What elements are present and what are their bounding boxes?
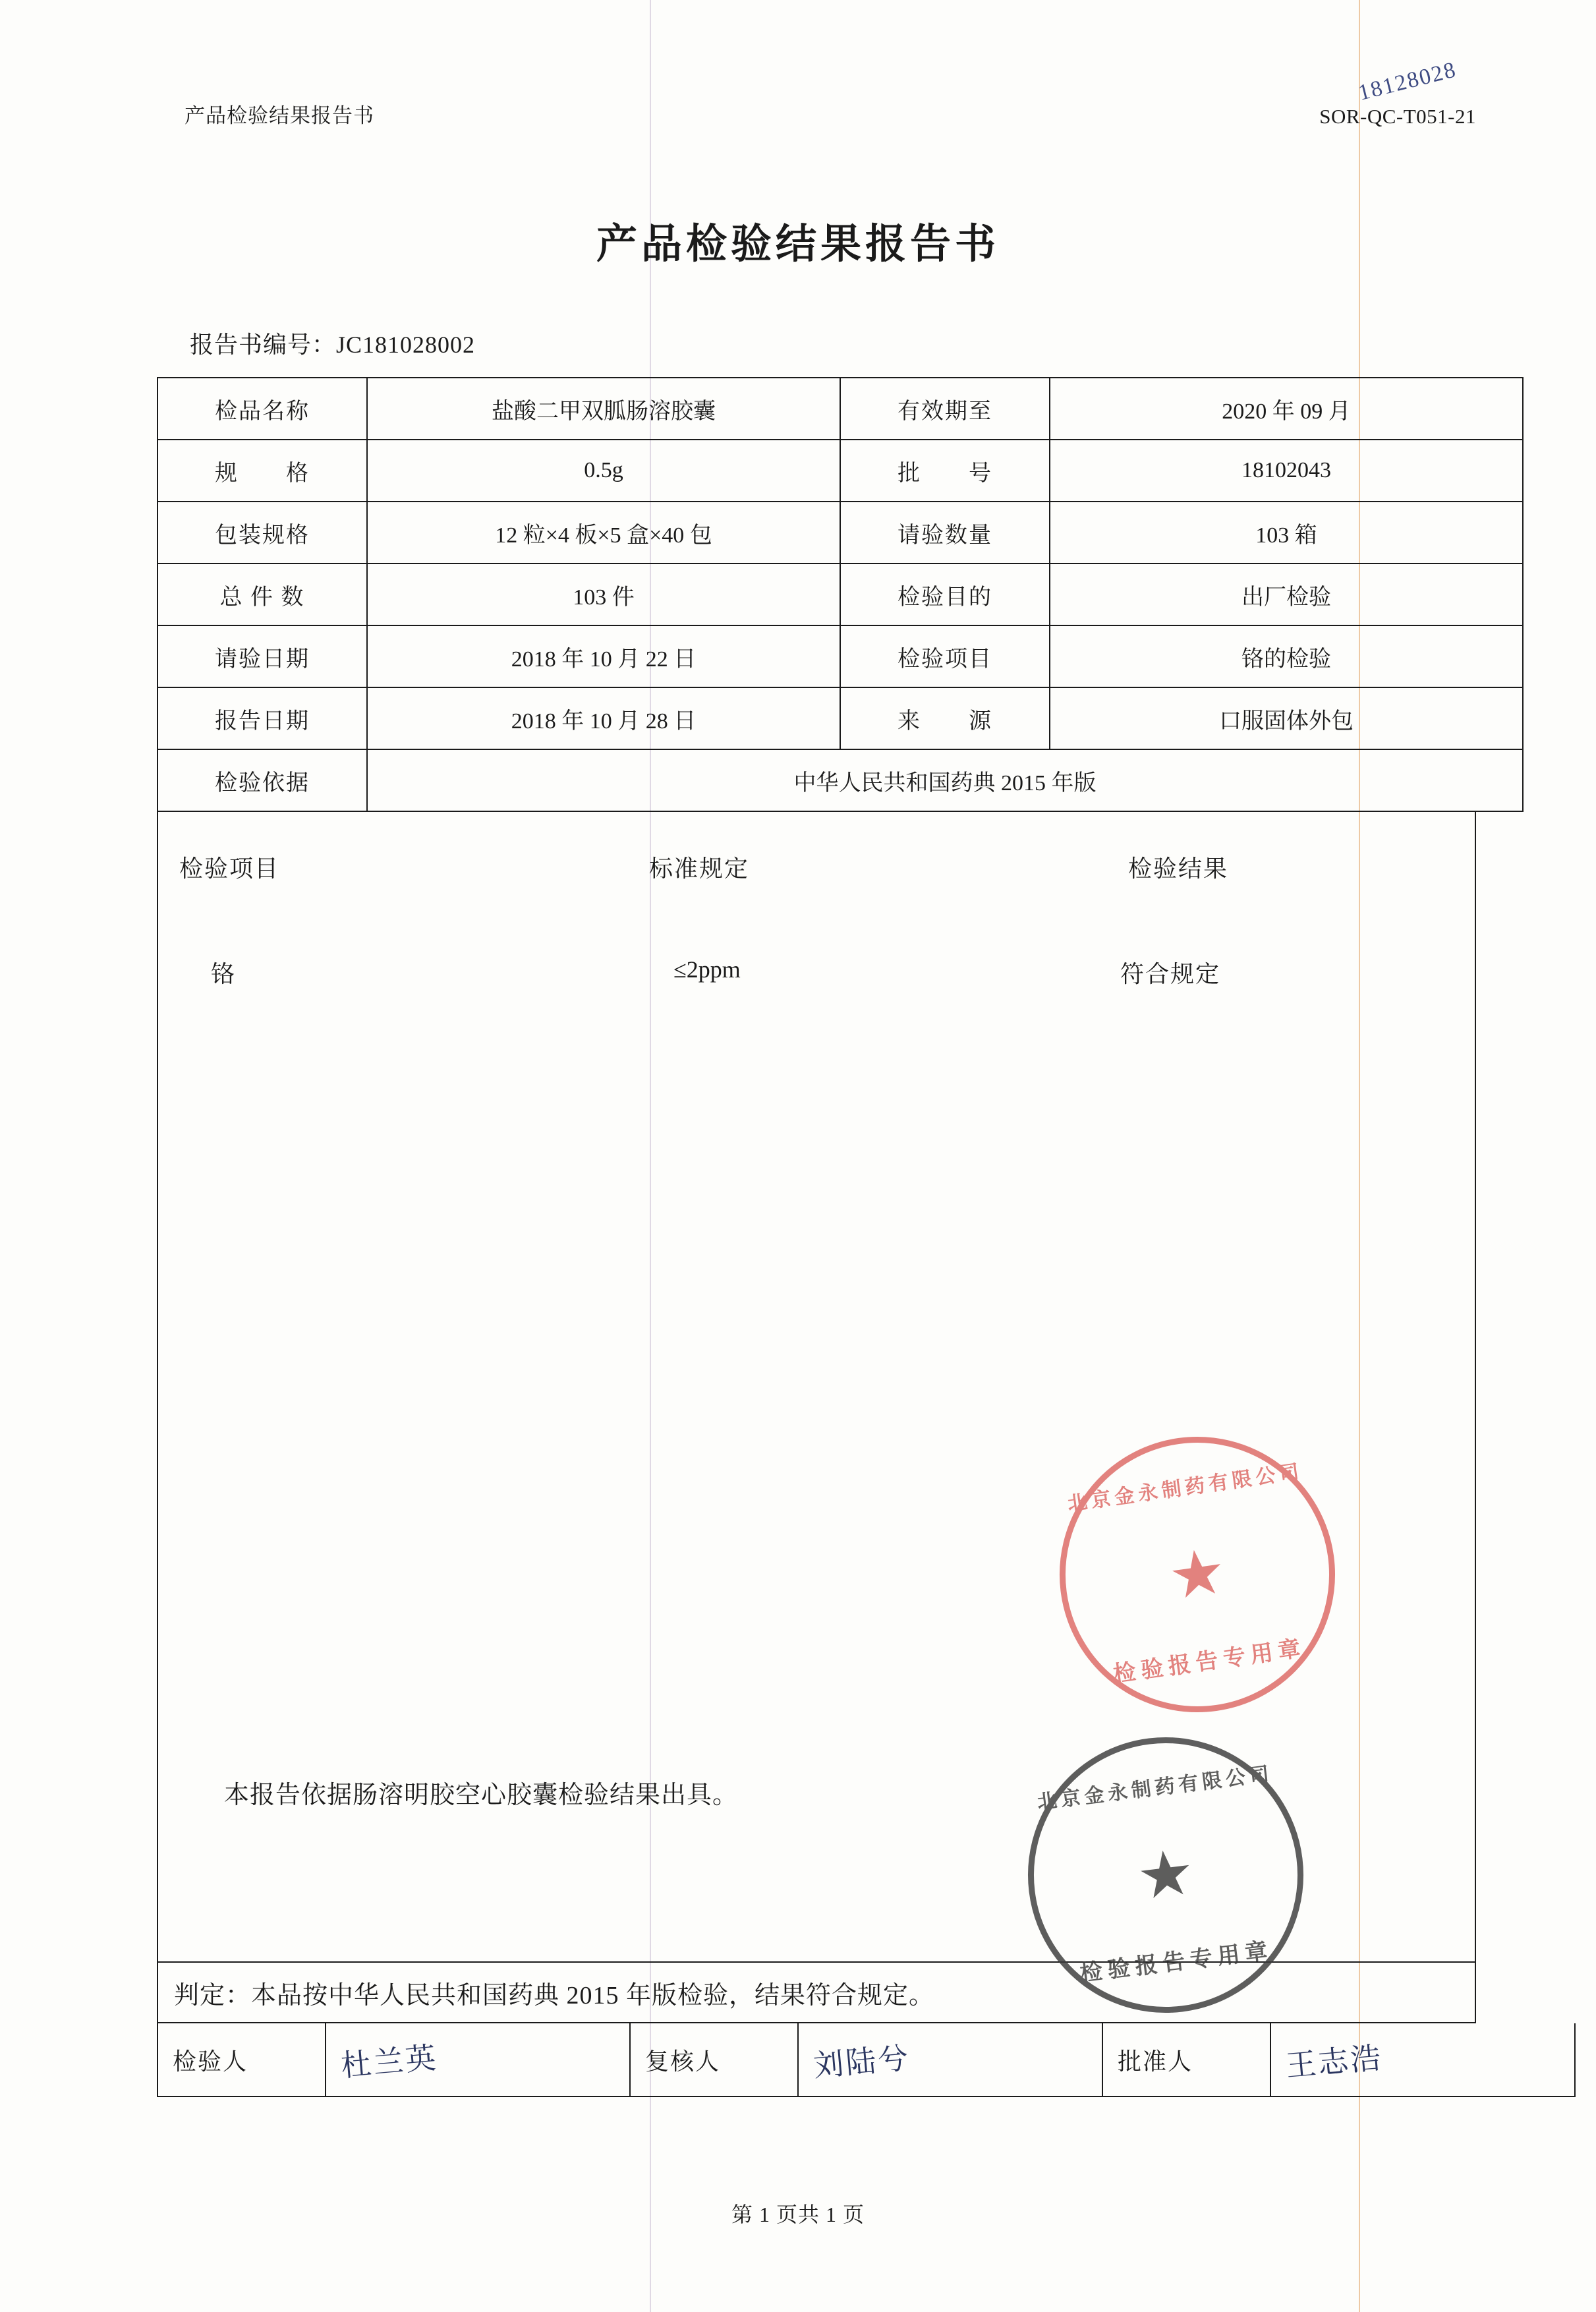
page-footer: 第 1 页共 1 页 <box>731 2203 865 2226</box>
signature-label-inspector: 检验人 <box>157 2023 326 2096</box>
report-number-value: JC181028002 <box>336 332 476 358</box>
info-value2-3: 103 箱 <box>1050 502 1523 564</box>
table-row <box>157 687 1523 749</box>
header-form-code: SOR-QC-T051-21 <box>1319 105 1476 128</box>
info-label2-1: 有效期至 <box>840 378 1050 440</box>
results-row-standard: ≤2ppm <box>673 956 741 983</box>
black-stamp-bottom-text: 检验报告专用章 <box>1079 1938 1274 1986</box>
inspector-signature: 杜兰英 <box>339 2040 440 2083</box>
red-stamp-top-text: 北京金永制药有限公司 <box>1066 1460 1305 1516</box>
info-value-4: 103 件 <box>367 564 840 625</box>
signature-label-reviewer: 复核人 <box>630 2023 798 2096</box>
table-row <box>157 502 1523 564</box>
info-value2-2: 18102043 <box>1050 440 1523 502</box>
info-label-2: 规 格 <box>157 440 367 502</box>
info-value2-1: 2020 年 09 月 <box>1050 378 1523 440</box>
info-table <box>157 377 1524 812</box>
info-label-5: 请验日期 <box>157 625 367 687</box>
info-value2-4: 出厂检验 <box>1050 564 1523 625</box>
report-number-label: 报告书编号： <box>190 332 337 358</box>
basis-value: 中华人民共和国药典 2015 年版 <box>367 749 1523 811</box>
approver-signature: 王志浩 <box>1284 2040 1384 2083</box>
info-label-4: 总 件 数 <box>157 564 367 625</box>
reviewer-signature: 刘陆兮 <box>812 2040 912 2083</box>
signature-value-inspector <box>326 2023 630 2096</box>
info-value2-5: 铬的检验 <box>1050 625 1523 687</box>
results-row-result: 符合规定 <box>1120 961 1221 987</box>
header-form-title: 产品检验结果报告书 <box>185 104 374 127</box>
verdict-text: 判定：本品按中华人民共和国药典 2015 年版检验，结果符合规定。 <box>157 1963 1476 2023</box>
info-label2-3: 请验数量 <box>840 502 1050 564</box>
info-value-6: 2018 年 10 月 28 日 <box>367 687 840 749</box>
results-column-result: 检验结果 <box>1128 855 1229 882</box>
info-label-1: 检品名称 <box>157 378 367 440</box>
info-value-5: 2018 年 10 月 22 日 <box>367 625 840 687</box>
basis-label: 检验依据 <box>157 749 367 811</box>
info-value-3: 12 粒×4 板×5 盒×40 包 <box>367 502 840 564</box>
info-label2-6: 来 源 <box>840 687 1050 749</box>
results-row-item: 铬 <box>211 961 235 987</box>
info-value-1: 盐酸二甲双胍肠溶胶囊 <box>367 378 840 440</box>
table-row <box>157 440 1523 502</box>
page-header <box>185 99 1476 129</box>
table-row <box>157 2023 1575 2096</box>
info-label2-2: 批 号 <box>840 440 1050 502</box>
page-title: 产品检验结果报告书 <box>596 222 1000 267</box>
signature-value-approver <box>1270 2023 1575 2096</box>
signature-table <box>157 2023 1576 2097</box>
red-stamp-bottom-text: 检验报告专用章 <box>1112 1636 1307 1687</box>
table-row <box>157 625 1523 687</box>
black-stamp-star-icon: ★ <box>1133 1836 1199 1913</box>
report-number <box>190 326 475 360</box>
signature-label-approver: 批准人 <box>1102 2023 1270 2096</box>
info-label2-4: 检验目的 <box>840 564 1050 625</box>
info-value-2: 0.5g <box>367 440 840 502</box>
handwritten-note: 18128028 <box>1355 57 1460 105</box>
report-note: 本报告依据肠溶明胶空心胶囊检验结果出具。 <box>224 1781 739 1809</box>
black-stamp-top-text: 北京金永制药有限公司 <box>1036 1763 1274 1814</box>
table-row-basis <box>157 749 1523 811</box>
table-row <box>157 378 1523 440</box>
info-label-6: 报告日期 <box>157 687 367 749</box>
info-label-3: 包装规格 <box>157 502 367 564</box>
results-column-item: 检验项目 <box>179 855 280 882</box>
signature-value-reviewer <box>798 2023 1102 2096</box>
info-label2-5: 检验项目 <box>840 625 1050 687</box>
red-stamp-star-icon: ★ <box>1164 1535 1230 1613</box>
info-value2-6: 口服固体外包 <box>1050 687 1523 749</box>
table-row <box>157 564 1523 625</box>
results-column-standard: 标准规定 <box>649 855 750 882</box>
